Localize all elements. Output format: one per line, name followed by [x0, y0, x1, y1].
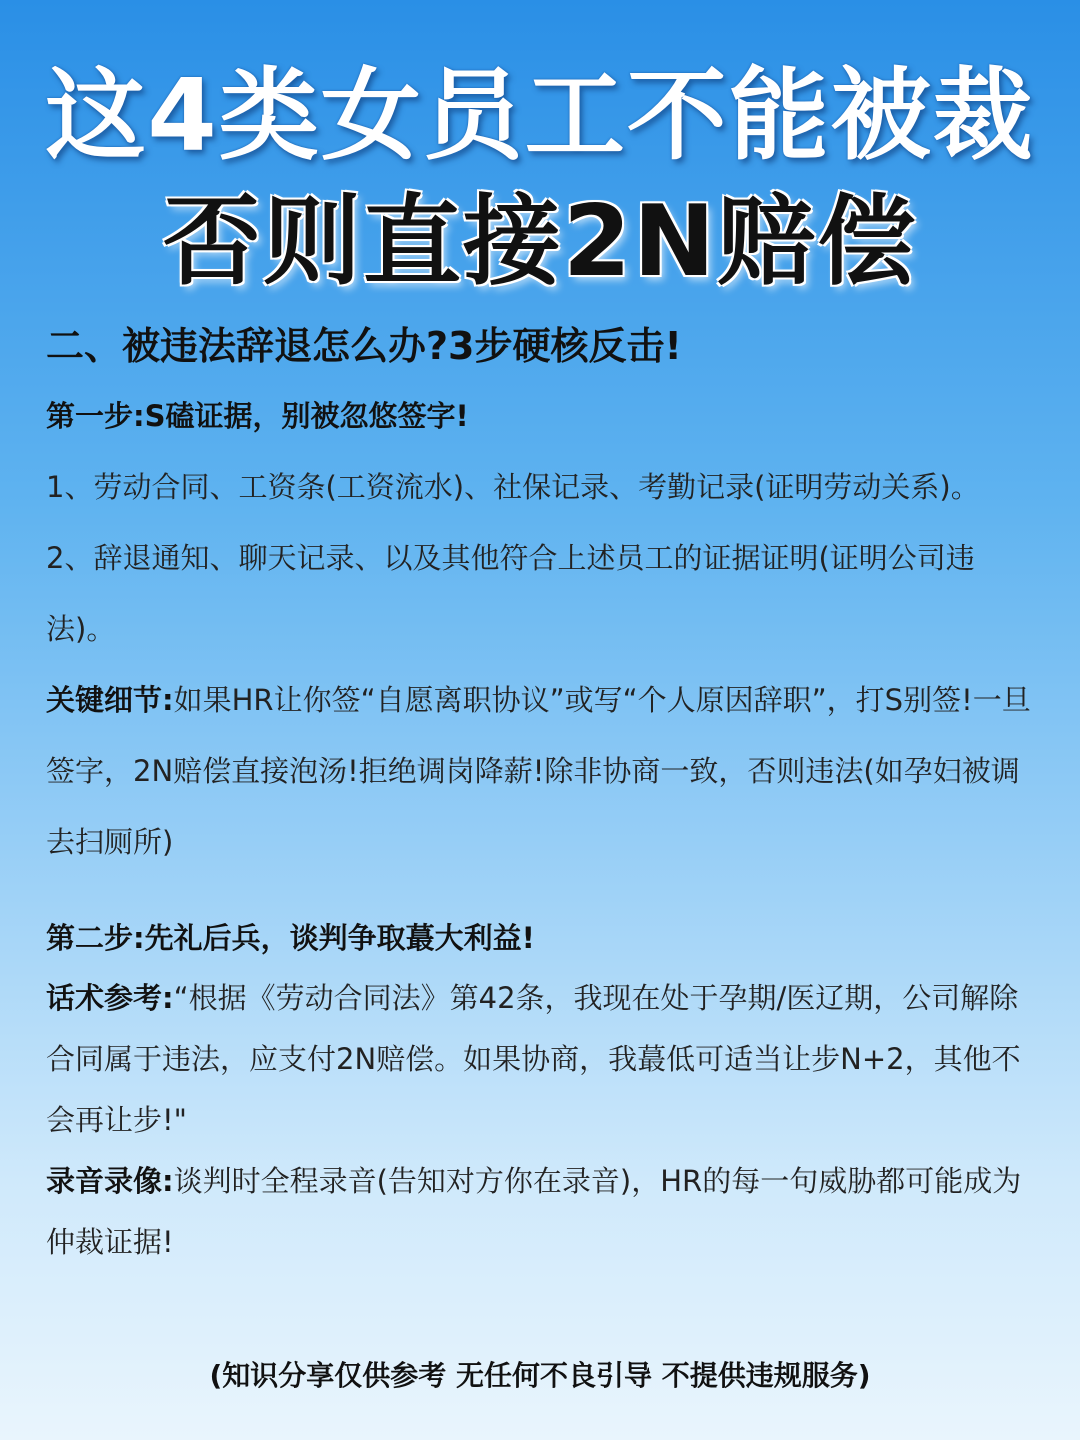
step1-item-1: 1、劳动合同、工资条(工资流水)、社保记录、考勤记录(证明劳动关系)。 [46, 470, 980, 504]
step2-heading: 第二步:先礼后兵，谈判争取蕞大利益! [46, 921, 535, 955]
recording-label: 录音录像: [46, 1164, 174, 1198]
script-paragraph [46, 968, 1036, 1151]
disclaimer: (知识分享仅供参考 无任何不良引导 不提供违规服务) [209, 1359, 871, 1392]
key-detail-paragraph [46, 665, 1036, 878]
title-line-1: 这4类女员工不能被裁 [45, 57, 1035, 174]
step1-item-2: 2、辞退通知、聊天记录、以及其他符合上述员工的证据证明(证明公司违法)。 [46, 541, 975, 646]
title-line-2: 否则直接2N赔偿 [162, 185, 918, 299]
script-label: 话术参考: [46, 981, 174, 1015]
section-heading: 二、被违法辞退怎么办?3步硬核反击! [46, 324, 682, 368]
recording-paragraph [46, 1151, 1036, 1273]
key-detail-text: 如果HR让你签“自愿离职协议”或写“个人原因辞职”，打S别签!一旦签字，2N赔偿直接泡汤!拒绝调岗降薪!除非协商一致，否则违法(如孕妇被调去扫厕所) [46, 683, 1031, 859]
recording-text: 谈判时全程录音(告知对方你在录音)，HR的每一句威胁都可能成为仲裁证据! [46, 1164, 1022, 1259]
article-body [46, 318, 1036, 1273]
script-text: “根据《劳动合同法》第42条，我现在处于孕期/医辽期，公司解除合同属于违法，应支付2N赔偿。如果协商，我蕞低可适当让步N+2，其他不会再让步!" [46, 981, 1021, 1137]
key-detail-label: 关键细节: [46, 683, 174, 717]
step1-heading: 第一步:S磕证据，别被忽悠签字! [46, 399, 469, 433]
